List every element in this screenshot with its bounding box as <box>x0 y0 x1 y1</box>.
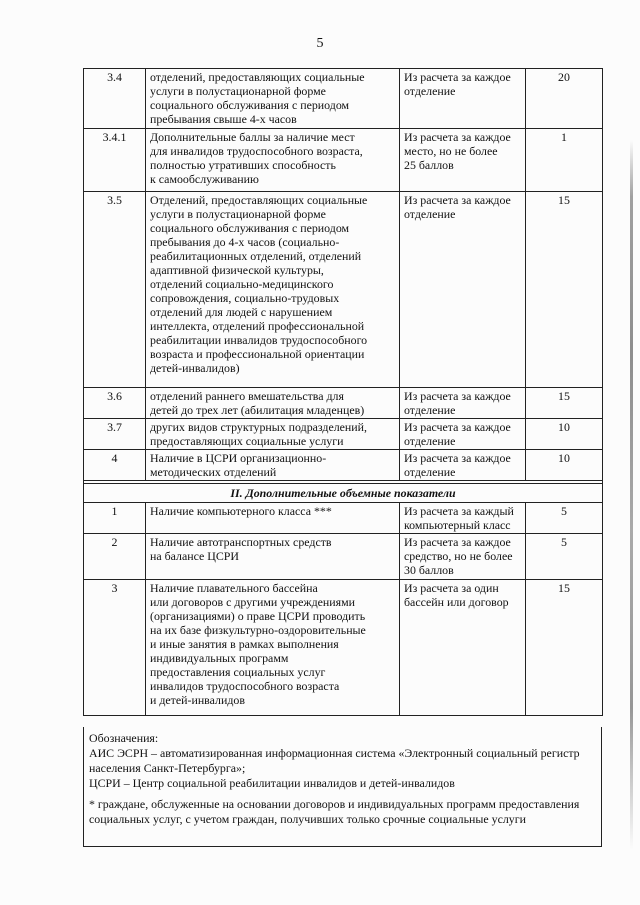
table-row <box>84 503 603 534</box>
table-row <box>84 192 603 388</box>
scan-edge-shadow <box>630 140 633 850</box>
row-basis: Из расчета за каждое отделение <box>400 388 526 419</box>
notes-box <box>83 727 602 847</box>
row-description: Наличие компьютерного класса *** <box>146 503 400 534</box>
row-number: 3 <box>84 580 146 716</box>
row-basis: Из расчета за каждое средство, но не более 30 баллов <box>400 534 526 580</box>
row-number: 3.4 <box>84 69 146 129</box>
row-score: 10 <box>526 419 603 450</box>
row-basis: Из расчета за каждый компьютерный класс <box>400 503 526 534</box>
row-score: 1 <box>526 129 603 192</box>
table-row <box>84 388 603 419</box>
notes-heading: Обозначения: <box>89 731 159 745</box>
row-score: 15 <box>526 580 603 716</box>
section-header-row <box>84 484 603 503</box>
row-description: других видов структурных подразделений, предоставляющих социальные услуги <box>146 419 400 450</box>
row-description: Отделений, предоставляющих социальные услуги в полустационарной форме социального обслуживания с периодом пребывания до 4-х часов (социально- реабилитационных отделений, отделений адаптивной физической культуры, отделений социально-медицинского сопровождения, социально-трудовых отделений для людей с нарушением интеллекта, отделений профессиональной реабилитации инвалидов трудоспособного возраста и профессиональной ориентации детей-инвалидов) <box>146 192 400 388</box>
row-number: 3.4.1 <box>84 129 146 192</box>
row-number: 2 <box>84 534 146 580</box>
table-row <box>84 450 603 481</box>
row-number: 3.6 <box>84 388 146 419</box>
notes-footnote: * граждане, обслуженные на основании договоров и индивидуальных программ предоставления социальных услуг, с учетом граждан, получивших только срочные социальные услуги <box>89 797 580 826</box>
row-basis: Из расчета за каждое отделение <box>400 192 526 388</box>
table-body-main <box>84 69 603 716</box>
row-score: 5 <box>526 503 603 534</box>
row-number: 1 <box>84 503 146 534</box>
section-title: II. Дополнительные объемные показатели <box>84 484 603 503</box>
table-row <box>84 129 603 192</box>
page-number: 5 <box>316 36 324 51</box>
table-row <box>84 534 603 580</box>
row-basis: Из расчета за каждое отделение <box>400 419 526 450</box>
row-basis: Из расчета за один бассейн или договор <box>400 580 526 716</box>
row-score: 15 <box>526 192 603 388</box>
notes-aisern-definition: АИС ЭСРН – автоматизированная информационная система «Электронный социальный регистр населения Санкт-Петербурга»; <box>89 746 580 775</box>
table-row <box>84 580 603 716</box>
row-description: Наличие в ЦСРИ организационно- методических отделений <box>146 450 400 481</box>
row-description: отделений раннего вмешательства для детей до трех лет (абилитация младенцев) <box>146 388 400 419</box>
notes-csri-definition: ЦСРИ – Центр социальной реабилитации инвалидов и детей-инвалидов <box>89 776 455 790</box>
row-description: Наличие автотранспортных средств на балансе ЦСРИ <box>146 534 400 580</box>
indicators-table <box>83 68 603 716</box>
row-number: 3.7 <box>84 419 146 450</box>
row-description: Дополнительные баллы за наличие мест для инвалидов трудоспособного возраста, полностью утративших способность к самообслуживанию <box>146 129 400 192</box>
table-row <box>84 419 603 450</box>
row-number: 3.5 <box>84 192 146 388</box>
row-description: отделений, предоставляющих социальные услуги в полустационарной форме социального обслуживания с периодом пребывания свыше 4-х часов <box>146 69 400 129</box>
row-score: 5 <box>526 534 603 580</box>
row-number: 4 <box>84 450 146 481</box>
row-basis: Из расчета за каждое отделение <box>400 69 526 129</box>
row-basis: Из расчета за каждое место, но не более 25 баллов <box>400 129 526 192</box>
row-score: 15 <box>526 388 603 419</box>
row-score: 10 <box>526 450 603 481</box>
row-basis: Из расчета за каждое отделение <box>400 450 526 481</box>
row-description: Наличие плавательного бассейна или договоров с другими учреждениями (организациями) о праве ЦСРИ проводить на их базе физкультурно-оздоровительные и иные занятия в рамках выполнения индивидуальных программ предоставления социальных услуг инвалидов трудоспособного возраста и детей-инвалидов <box>146 580 400 716</box>
table-row <box>84 69 603 129</box>
row-score: 20 <box>526 69 603 129</box>
